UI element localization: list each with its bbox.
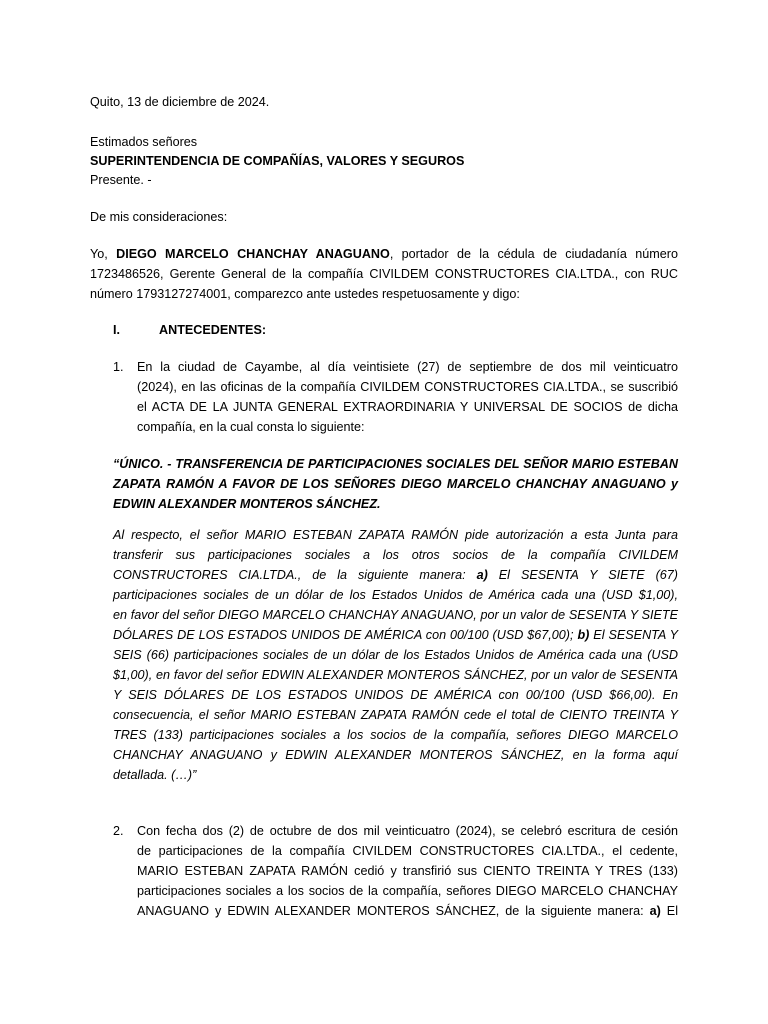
item1-paragraph [137,357,678,437]
item2-line-5 [137,901,678,921]
item2-line-5c: El [660,904,678,918]
quote-line-7: SEIS (66) participaciones sociales de un dólar de los Estados Unidos de América cada una (USD [113,648,678,662]
intro-name: DIEGO MARCELO CHANCHAY ANAGUANO [116,247,390,261]
quote-line-5: en favor del señor DIEGO MARCELO CHANCHAY ANAGUANO, por un valor de SESENTA Y SIETE [113,608,678,622]
section-title: ANTECEDENTES: [159,323,267,337]
item1-line-2: (2024), en las oficinas de la compañía CIVILDEM CONSTRUCTORES CIA.LTDA., se suscribió [137,380,678,394]
quote-line-6a: DÓLARES DE LOS ESTADOS UNIDOS DE AMÉRICA con 00/100 (USD $67,00); [113,628,578,642]
item1-line-4: compañía, en la cual consta lo siguiente: [137,420,365,434]
quote-line-11: TRES (133) participaciones sociales a los socios de la compañía, señores DIEGO MARCELO [113,728,678,742]
quote-heading [113,454,678,514]
section-title-wrap [159,320,266,340]
quote-line-8: $1,00), en favor del señor EDWIN ALEXANDER MONTEROS SÁNCHEZ, por un valor de SESENTA [113,668,678,682]
quote-line-10: consecuencia, el señor MARIO ESTEBAN ZAPATA RAMÓN cede el total de CIENTO TREINTA Y [113,708,678,722]
quote-line-4: participaciones sociales de un dólar de los Estados Unidos de América cada una (USD $1,00), [113,588,678,602]
salutation: Estimados señores [90,135,198,149]
quote-body [113,525,678,785]
quote-line-6b: b) [577,628,590,642]
item1-line-1: En la ciudad de Cayambe, al día veintisiete (27) de septiembre de dos mil veinticuatro [137,360,678,374]
quote-line-3 [113,565,678,585]
quote-heading-line-2: ZAPATA RAMÓN A FAVOR DE LOS SEÑORES DIEGO MARCELO CHANCHAY ANAGUANO y [113,477,678,491]
quote-line-1: Al respecto, el señor MARIO ESTEBAN ZAPATA RAMÓN pide autorización a esta Junta para [113,528,678,542]
addressee-line [90,151,678,171]
item1-line-3: el ACTA DE LA JUNTA GENERAL EXTRAORDINARIA Y UNIVERSAL DE SOCIOS de dicha [137,400,678,414]
quote-heading-line-1: “ÚNICO. - TRANSFERENCIA DE PARTICIPACIONES SOCIALES DEL SEÑOR MARIO ESTEBAN [113,457,678,471]
addressee: SUPERINTENDENCIA DE COMPAÑÍAS, VALORES Y SEGUROS [90,154,465,168]
quote-heading-line-3: EDWIN ALEXANDER MONTEROS SÁNCHEZ. [113,497,381,511]
item2-line-5b: a) [649,904,661,918]
presente-line: Presente. - [90,173,152,187]
item2-line-2: de participaciones de la compañía CIVILDEM CONSTRUCTORES CIA.LTDA., el cedente, [137,844,678,858]
quote-line-12: CHANCHAY ANAGUANO y EDWIN ALEXANDER MONTEROS SÁNCHEZ, en la forma aquí [113,748,678,762]
section-number: I. [113,323,120,337]
item2-paragraph [137,821,678,921]
intro-line-1 [90,244,678,264]
item1-number: 1. [113,360,124,374]
quote-line-13: detallada. (…)” [113,768,197,782]
intro-paragraph [90,244,678,304]
quote-line-3c: El SESENTA Y SIETE (67) [487,568,678,582]
quote-line-9: Y SEIS DÓLARES DE LOS ESTADOS UNIDOS DE AMÉRICA con 00/100 (USD $66,00). En [113,688,678,702]
intro-line-3: número 1793127274001, comparezco ante ustedes respetuosamente y digo: [90,287,520,301]
date-line: Quito, 13 de diciembre de 2024. [90,95,270,109]
section-heading [113,320,120,340]
quote-line-3b: a) [476,568,488,582]
item2-line-1: Con fecha dos (2) de octubre de dos mil veinticuatro (2024), se celebró escritura de cesión [137,824,678,838]
item2-number: 2. [113,824,124,838]
considerations-line: De mis consideraciones: [90,210,228,224]
intro-line1-rest: , portador de la cédula de ciudadanía número [389,247,678,261]
item2-line-4: participaciones sociales a los socios de la compañía, señores DIEGO MARCELO CHANCHAY [137,884,678,898]
quote-line-3a: CONSTRUCTORES CIA.LTDA., de la siguiente manera: [113,568,477,582]
quote-line-6 [113,625,678,645]
item2-line-3: MARIO ESTEBAN ZAPATA RAMÓN cedió y transfirió sus CIENTO TREINTA Y TRES (133) [137,864,678,878]
intro-prefix: Yo, [90,247,117,261]
intro-line-2: 1723486526, Gerente General de la compañía CIVILDEM CONSTRUCTORES CIA.LTDA., con RUC [90,267,678,281]
quote-line-6c: El SESENTA Y [589,628,678,642]
item2-line-5a: ANAGUANO y EDWIN ALEXANDER MONTEROS SÁNCHEZ, de la siguiente manera: [137,904,650,918]
quote-line-2: transferir sus participaciones sociales a los otros socios de la compañía CIVILDEM [113,548,678,562]
